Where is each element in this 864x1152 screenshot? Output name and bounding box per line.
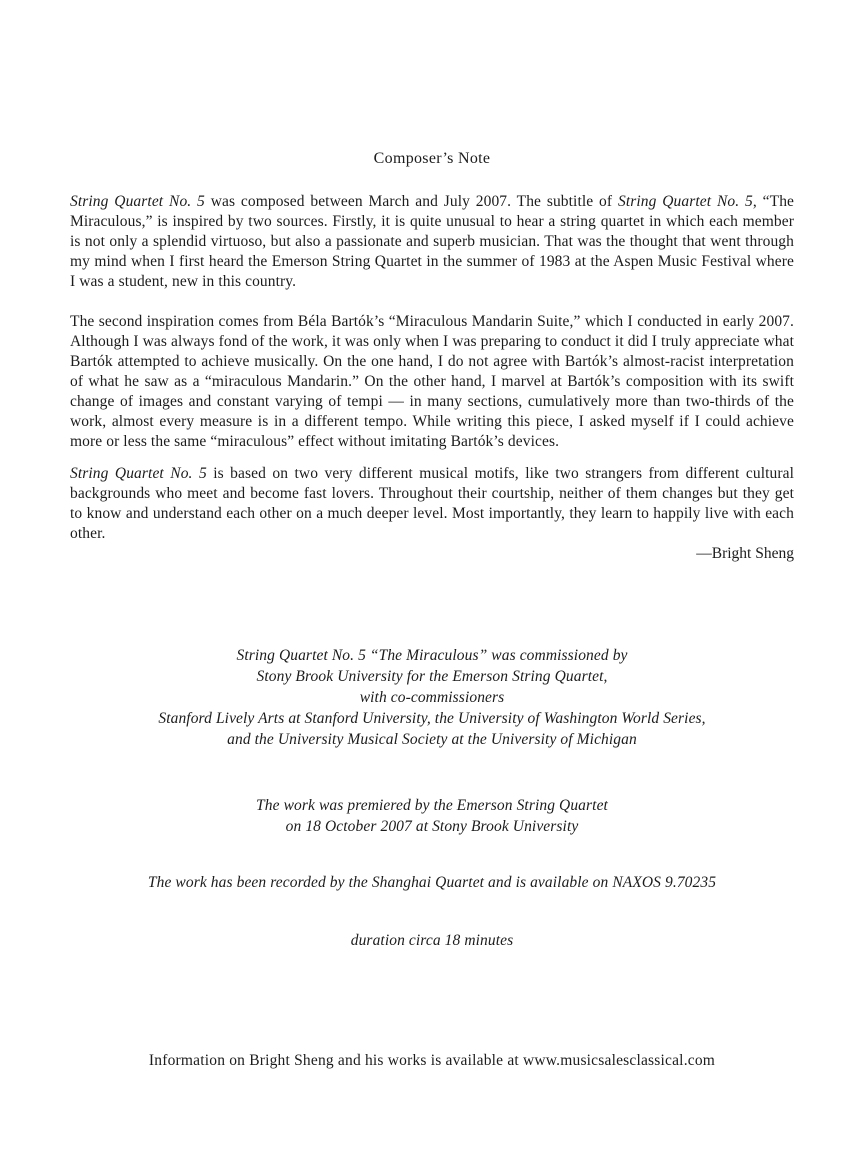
paragraph-musical-motifs: String Quartet No. 5 is based on two very different musical motifs, like two strangers from different cultural backgrounds who meet and become fast lovers. Throughout their courtship, neither of them changes but they get to know and understand each other on a much deeper level. Most importantly, they learn to happily live with each other.	[70, 465, 795, 542]
commission-line: and the University Musical Society at the University of Michigan	[227, 731, 637, 748]
commission-line: Stanford Lively Arts at Stanford University, the University of Washington World Series,	[158, 710, 706, 727]
commission-line: with co-commissioners	[359, 689, 505, 706]
premiere-note	[70, 795, 794, 837]
page-title: Composer’s Note	[373, 150, 491, 167]
duration-note: duration circa 18 minutes	[350, 932, 514, 949]
commission-line: Stony Brook University for the Emerson String Quartet,	[256, 668, 608, 685]
author-signature: —Bright Sheng	[696, 545, 794, 562]
paragraph-composition-background: String Quartet No. 5 was composed between March and July 2007. The subtitle of String Quartet No. 5, “The Miraculous,” is inspired by two sources. Firstly, it is quite unusual to hear a string quartet in which each member is not only a splendid virtuoso, but also a passionate and superb musician. That was the thought that went through my mind when I first heard the Emerson String Quartet in the summer of 1983 at the Aspen Music Festival where I was a student, new in this country.	[70, 193, 795, 290]
premiere-line: on 18 October 2007 at Stony Brook University	[285, 818, 579, 835]
premiere-line: The work was premiered by the Emerson String Quartet	[256, 797, 608, 814]
paragraph-bartok-inspiration: The second inspiration comes from Béla Bartók’s “Miraculous Mandarin Suite,” which I conducted in early 2007. Although I was always fond of the work, it was only when I was preparing to conduct it did I truly appreciate what Bartók attempted to achieve musically. On the one hand, I do not agree with Bartók’s almost-racist interpretation of what he saw as a “miraculous Mandarin.” On the other hand, I marvel at Bartók’s composition with its swift change of images and constant varying of tempi — in many sections, cumulatively more than two-thirds of the work, almost every measure is in a different tempo. While writing this piece, I asked myself if I could achieve more or less the same “miraculous” effect without imitating Bartók’s devices.	[70, 313, 794, 450]
publisher-info-footer: Information on Bright Sheng and his works is available at www.musicsalesclassical.com	[148, 1052, 716, 1069]
commission-line: String Quartet No. 5 “The Miraculous” was commissioned by	[236, 647, 628, 664]
commission-note	[70, 645, 794, 750]
recording-note: The work has been recorded by the Shanghai Quartet and is available on NAXOS 9.70235	[147, 874, 717, 891]
